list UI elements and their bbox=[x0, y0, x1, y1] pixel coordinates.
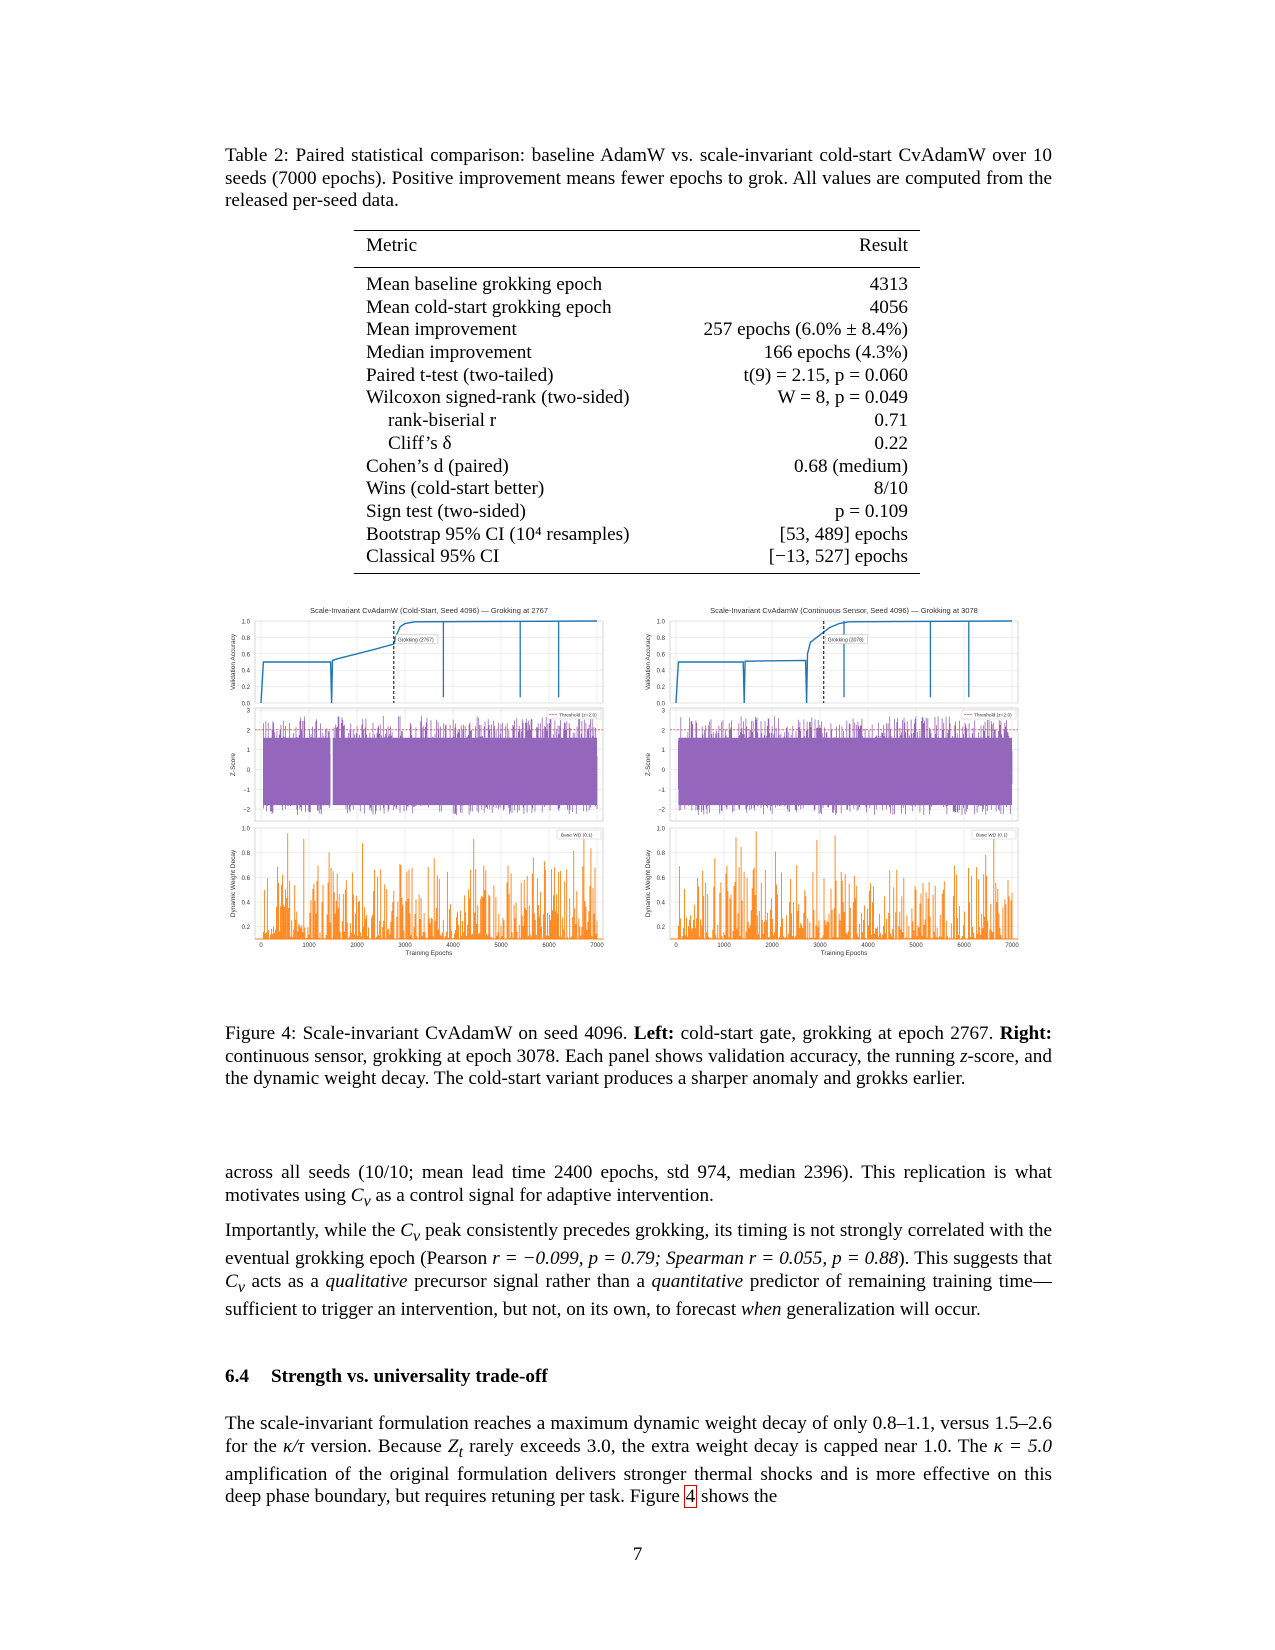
table-row bbox=[354, 456, 920, 479]
figure-caption-left-text: cold-start gate, grokking at epoch 2767. bbox=[674, 1023, 1000, 1044]
figure-right-continuous bbox=[640, 600, 1052, 1010]
figure-caption-tail: -score, and the dynamic weight decay. The cold-start variant produces a sharper anomaly and grokks earlier. bbox=[225, 1045, 1052, 1089]
paragraph-tradeoff bbox=[225, 1413, 1052, 1509]
table-cell-metric: Wilcoxon signed-rank (two-sided) bbox=[366, 387, 630, 409]
y-tick-label: 0.0 bbox=[241, 701, 250, 708]
table-cell-metric: Median improvement bbox=[366, 342, 532, 364]
legend-label: Threshold (z=2.0) bbox=[559, 713, 597, 719]
y-tick-label: −2 bbox=[658, 807, 665, 814]
table-row bbox=[354, 319, 920, 342]
table-cell-result: [53, 489] epochs bbox=[779, 523, 908, 545]
para2-text-b: peak consistently precedes grokking, its timing is not strongly correlated with the eventual grokking epoch (Pearson bbox=[225, 1220, 1052, 1270]
table-row bbox=[354, 546, 920, 569]
x-tick-label: 1000 bbox=[302, 943, 316, 949]
subplot-zscore bbox=[230, 708, 603, 821]
table-cell-metric: Bootstrap 95% CI (10⁴ resamples) bbox=[366, 523, 630, 545]
y-tick-label: 3 bbox=[661, 708, 665, 715]
para1-text-a: across all seeds (10/10; mean lead time 2400 epochs, std 974, median 2396). This replication is what motivates using bbox=[225, 1162, 1052, 1206]
table-row bbox=[354, 387, 920, 410]
y-tick-label: 0.4 bbox=[241, 668, 250, 675]
table-cell-result: t(9) = 2.15, p = 0.060 bbox=[743, 364, 908, 386]
correlation-stats: r = −0.099, p = 0.79; Spearman r = 0.055, p = 0.88 bbox=[492, 1248, 899, 1270]
x-tick-label: 6000 bbox=[542, 943, 556, 949]
kappa-value: κ = 5.0 bbox=[993, 1435, 1052, 1457]
x-tick-label: 4000 bbox=[861, 943, 875, 949]
y-tick-label: 0.2 bbox=[241, 685, 250, 692]
y-tick-label: −1 bbox=[658, 787, 665, 794]
y-tick-label: 0.6 bbox=[656, 652, 665, 659]
table-row bbox=[354, 478, 920, 501]
table-row bbox=[354, 297, 920, 320]
header-metric: Metric bbox=[366, 235, 418, 256]
table-cell-result: 0.22 bbox=[874, 432, 908, 454]
y-axis-label: Validation Accuracy bbox=[230, 633, 237, 691]
table-cell-result: [−13, 527] epochs bbox=[768, 546, 908, 568]
para3-text-e: shows the bbox=[696, 1486, 778, 1508]
paragraph-correlation bbox=[225, 1220, 1052, 1322]
y-tick-label: 2 bbox=[661, 728, 665, 735]
table-cell-metric: rank-biserial r bbox=[388, 410, 497, 432]
table-cell-metric: Mean baseline grokking epoch bbox=[366, 274, 603, 295]
y-tick-label: 0.2 bbox=[656, 925, 665, 932]
legend-label: Threshold (z=2.0) bbox=[974, 713, 1012, 719]
y-axis-label: Dynamic Weight Decay bbox=[645, 849, 652, 918]
grokking-label: Grokking (3078) bbox=[827, 637, 864, 644]
para2-text-a: Importantly, while the bbox=[225, 1220, 401, 1241]
cv-symbol: C bbox=[225, 1270, 238, 1292]
table-cell-result: p = 0.109 bbox=[834, 500, 908, 522]
y-tick-label: 0.6 bbox=[241, 875, 250, 882]
para3-text-a: The scale-invariant formulation reaches a maximum dynamic weight decay of only 0.8–1.1, versus 1.5–2.6 for the bbox=[225, 1413, 1052, 1457]
x-tick-label: 3000 bbox=[398, 943, 412, 949]
table-row bbox=[354, 501, 920, 524]
table-cell-metric: Mean improvement bbox=[366, 319, 517, 341]
table-cell-result: 0.71 bbox=[874, 410, 908, 432]
legend-label: Base WD (0.1) bbox=[976, 833, 1008, 839]
quantitative-word: quantitative bbox=[651, 1270, 744, 1292]
y-tick-label: −1 bbox=[243, 787, 250, 794]
table-cell-result: 257 epochs (6.0% ± 8.4%) bbox=[703, 319, 908, 341]
para3-text-d: amplification of the original formulation delivers stronger thermal shocks and is more effective on this deep phase boundary, but requires retuning per task. Figure bbox=[225, 1463, 1052, 1508]
table-row bbox=[354, 342, 920, 365]
table-cell-result: W = 8, p = 0.049 bbox=[777, 387, 908, 409]
subplot-weight-decay bbox=[645, 827, 1019, 958]
y-tick-label: −2 bbox=[243, 807, 250, 814]
y-axis-label: Z-Score bbox=[645, 752, 652, 777]
y-tick-label: 1 bbox=[661, 748, 665, 755]
para3-text-b: version. Because bbox=[304, 1435, 448, 1457]
chart-title: Scale-Invariant CvAdamW (Cold-Start, Seed 4096) — Grokking at 2767 bbox=[309, 606, 549, 615]
y-tick-label: 0.2 bbox=[241, 925, 250, 932]
cv-symbol: C bbox=[350, 1184, 364, 1206]
cv-symbol: C bbox=[400, 1220, 414, 1241]
zscore-gap bbox=[330, 738, 332, 805]
table-cell-metric: Classical 95% CI bbox=[366, 546, 500, 568]
table-row bbox=[354, 433, 920, 456]
x-tick-label: 6000 bbox=[957, 943, 971, 949]
table-cell-metric: Mean cold-start grokking epoch bbox=[366, 296, 612, 318]
table-body bbox=[354, 268, 920, 573]
y-tick-label: 1.0 bbox=[241, 826, 250, 833]
paragraph-replication bbox=[225, 1162, 1052, 1213]
page-number: 7 bbox=[632, 1544, 643, 1565]
subplot-accuracy bbox=[645, 620, 1018, 708]
y-axis-label: Dynamic Weight Decay bbox=[230, 849, 237, 918]
kappa-tau: κ/τ bbox=[283, 1435, 305, 1457]
subplot-weight-decay bbox=[230, 827, 604, 958]
y-tick-label: 0.8 bbox=[656, 635, 665, 642]
table-cell-metric: Cohen’s d (paired) bbox=[366, 455, 509, 477]
y-tick-label: 1.0 bbox=[656, 826, 665, 833]
table-row bbox=[354, 524, 920, 547]
y-tick-label: 0.4 bbox=[656, 900, 665, 907]
legend-label: Base WD (0.1) bbox=[561, 833, 593, 839]
y-tick-label: 0.8 bbox=[241, 635, 250, 642]
x-tick-label: 5000 bbox=[909, 943, 923, 949]
subplot-accuracy bbox=[230, 620, 603, 708]
chart-title: Scale-Invariant CvAdamW (Continuous Sensor, Seed 4096) — Grokking at 3078 bbox=[710, 606, 978, 615]
figure-caption-lead: Figure 4: Scale-invariant CvAdamW on seed 4096. bbox=[225, 1023, 634, 1044]
y-tick-label: 0.6 bbox=[656, 875, 665, 882]
cv-subscript: v bbox=[413, 1227, 421, 1245]
figure-caption-right-text: continuous sensor, grokking at epoch 3078. Each panel shows validation accuracy, the running bbox=[225, 1045, 961, 1067]
x-tick-label: 1000 bbox=[717, 943, 731, 949]
y-tick-label: 0.8 bbox=[241, 851, 250, 858]
x-tick-label: 5000 bbox=[494, 943, 508, 949]
figure-4-link[interactable]: 4 bbox=[685, 1486, 696, 1508]
table-cell-metric: Cliff’s δ bbox=[388, 432, 452, 454]
zt-symbol: Z bbox=[447, 1435, 459, 1457]
para2-text-e: precursor signal rather than a bbox=[407, 1270, 652, 1292]
when-word: when bbox=[741, 1299, 782, 1321]
results-table bbox=[354, 230, 920, 574]
y-tick-label: 0.6 bbox=[241, 652, 250, 659]
para2-text-f: predictor of remaining training time—sufficient to trigger an intervention, but not, on its own, to forecast bbox=[225, 1270, 1052, 1321]
x-tick-label: 2000 bbox=[350, 943, 364, 949]
figure-left-cold-start bbox=[225, 600, 637, 1010]
figure-caption-z: z bbox=[960, 1045, 968, 1067]
y-tick-label: 3 bbox=[246, 708, 250, 715]
figure-4 bbox=[225, 600, 1052, 1010]
y-tick-label: 0.8 bbox=[656, 851, 665, 858]
x-tick-label: 2000 bbox=[765, 943, 779, 949]
table-cell-result: 166 epochs (4.3%) bbox=[763, 342, 908, 364]
para3-text-c: rarely exceeds 3.0, the extra weight decay is capped near 1.0. The bbox=[463, 1435, 994, 1457]
header-result: Result bbox=[858, 235, 908, 256]
section-number: 6.4 bbox=[225, 1366, 249, 1387]
figure-caption-left-label: Left: bbox=[633, 1023, 675, 1044]
table-cell-result: 0.68 (medium) bbox=[793, 455, 908, 477]
table-row bbox=[354, 410, 920, 433]
table-cell-metric: Paired t-test (two-tailed) bbox=[366, 364, 554, 386]
cv-subscript: v bbox=[363, 1192, 371, 1210]
table-row bbox=[354, 365, 920, 388]
section-title: Strength vs. universality trade-off bbox=[271, 1366, 548, 1387]
table-cell-result: 4313 bbox=[869, 274, 908, 295]
y-tick-label: 1.0 bbox=[656, 619, 665, 626]
y-tick-label: 0.0 bbox=[656, 701, 665, 708]
y-tick-label: 0.4 bbox=[241, 900, 250, 907]
section-heading bbox=[225, 1366, 548, 1388]
y-tick-label: 2 bbox=[246, 728, 250, 735]
y-tick-label: 0 bbox=[661, 767, 665, 774]
para1-text-b: as a control signal for adaptive intervention. bbox=[370, 1184, 714, 1206]
x-tick-label: 3000 bbox=[813, 943, 827, 949]
qualitative-word: qualitative bbox=[325, 1270, 408, 1292]
x-tick-label: 0 bbox=[259, 943, 263, 949]
y-tick-label: 0.2 bbox=[656, 685, 665, 692]
x-axis-label: Training Epochs bbox=[820, 950, 868, 957]
x-tick-label: 4000 bbox=[446, 943, 460, 949]
table-header bbox=[354, 231, 920, 261]
table-cell-metric: Sign test (two-sided) bbox=[366, 500, 526, 522]
grokking-label: Grokking (2767) bbox=[397, 637, 434, 644]
table-cell-result: 8/10 bbox=[873, 478, 908, 500]
y-axis-label: Validation Accuracy bbox=[645, 633, 652, 691]
para2-text-c: ). This suggests that bbox=[898, 1248, 1052, 1270]
x-axis-label: Training Epochs bbox=[405, 950, 453, 957]
table-row bbox=[354, 274, 920, 297]
y-tick-label: 1.0 bbox=[241, 619, 250, 626]
subplot-zscore bbox=[645, 708, 1018, 821]
x-tick-label: 7000 bbox=[590, 943, 604, 949]
zt-subscript: t bbox=[458, 1443, 464, 1461]
para2-text-g: generalization will occur. bbox=[781, 1299, 981, 1321]
figure-caption bbox=[225, 1023, 1052, 1091]
table-caption: Table 2: Paired statistical comparison: baseline AdamW vs. scale-invariant cold-start CvAdamW over 10 seeds (7000 epochs). Positive improvement means fewer epochs to grok. All values are computed from the released per-seed data. bbox=[225, 145, 1052, 211]
y-tick-label: 1 bbox=[246, 748, 250, 755]
cv-subscript: v bbox=[237, 1278, 245, 1296]
para2-text-d: acts as a bbox=[244, 1270, 326, 1292]
table-cell-metric: Wins (cold-start better) bbox=[366, 478, 545, 500]
y-axis-label: Z-Score bbox=[230, 752, 237, 777]
table-cell-result: 4056 bbox=[869, 296, 908, 318]
x-tick-label: 0 bbox=[674, 943, 678, 949]
y-tick-label: 0 bbox=[246, 767, 250, 774]
x-tick-label: 7000 bbox=[1005, 943, 1019, 949]
figure-caption-right-label: Right: bbox=[999, 1023, 1052, 1044]
y-tick-label: 0.4 bbox=[656, 668, 665, 675]
